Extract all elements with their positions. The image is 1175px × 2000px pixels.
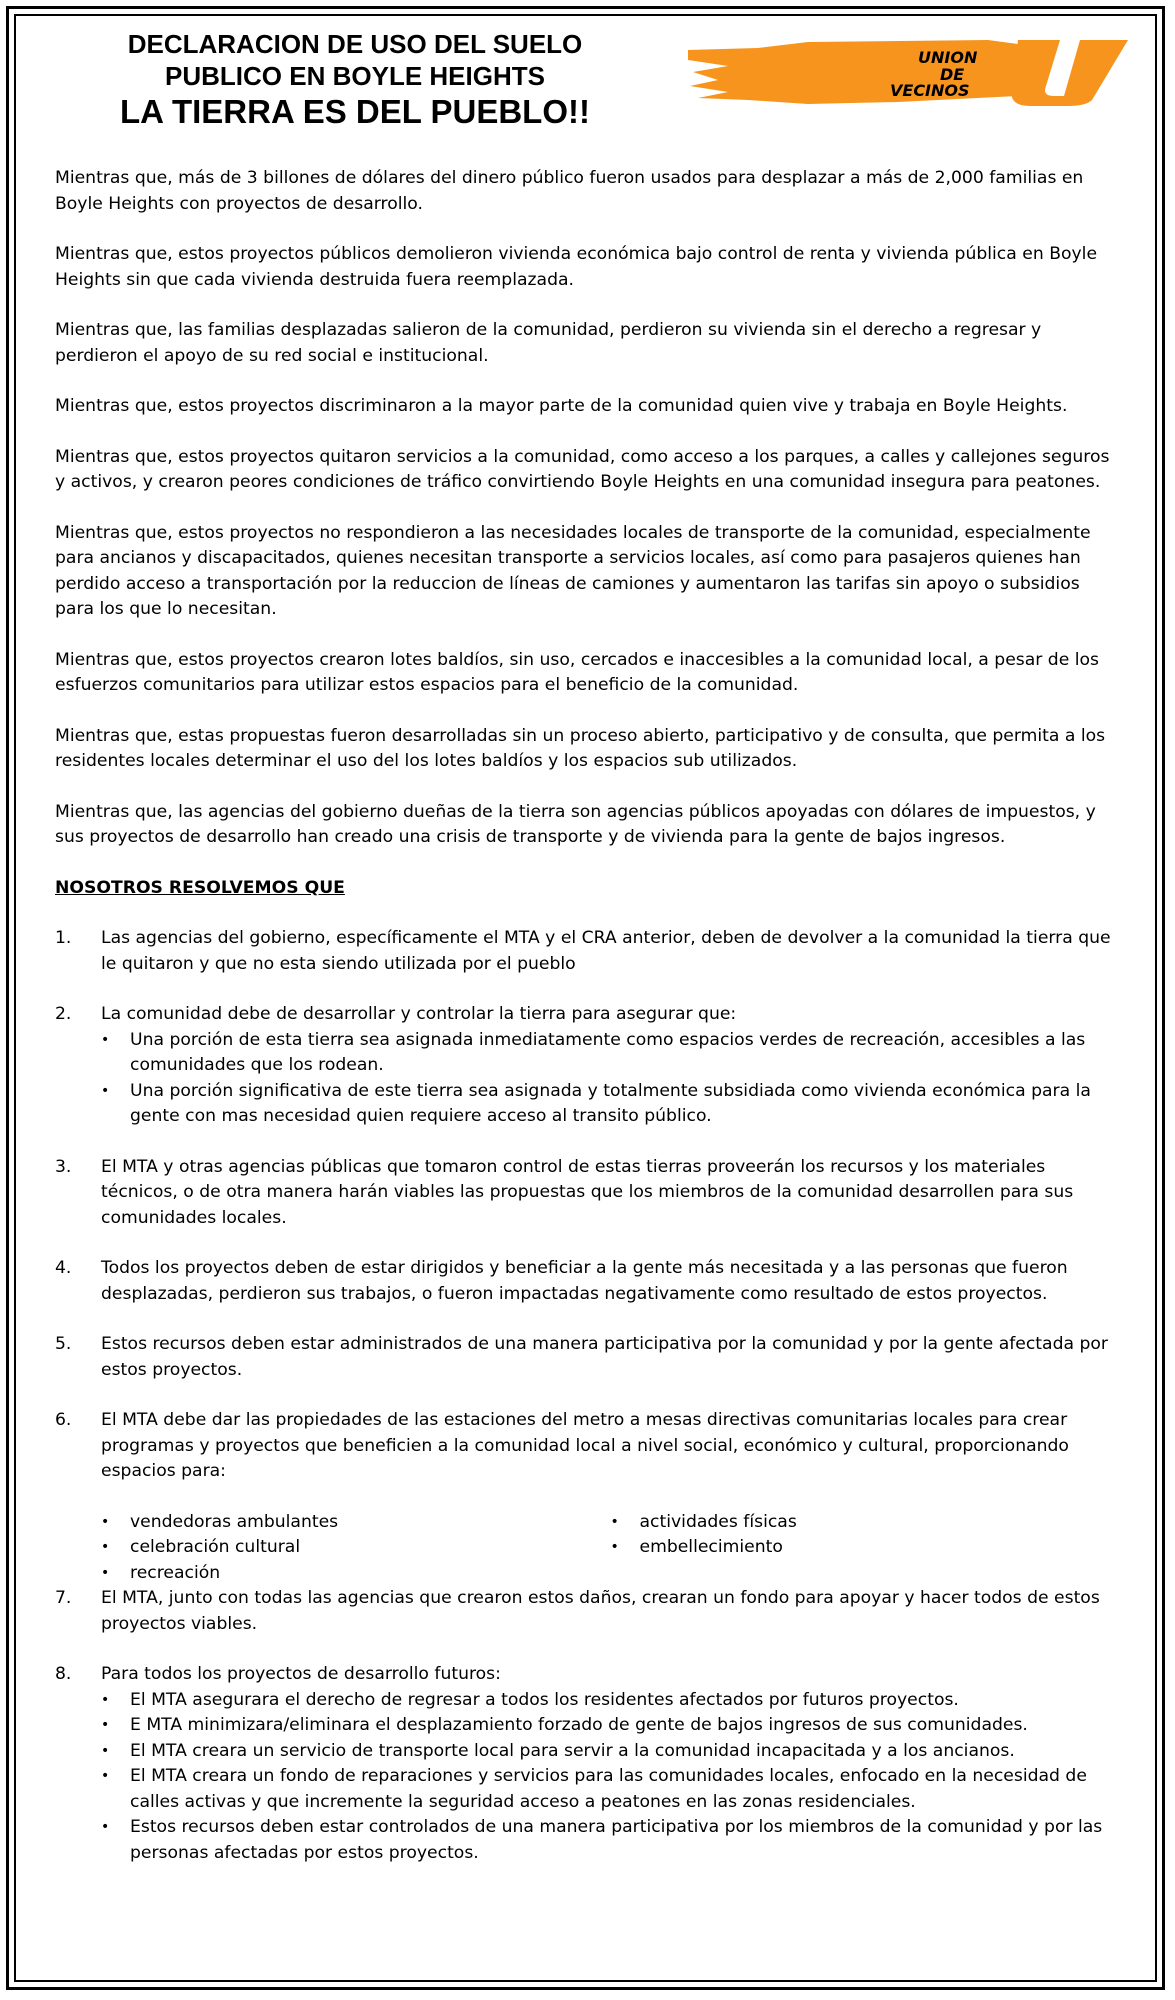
union-de-vecinos-logo xyxy=(688,38,1128,108)
item-text: Las agencias del gobierno, específicamente el MTA y el CRA anterior, deben de devolver a la comunidad la tierra que le quitaron y que no esta siendo utilizada por el pueblo xyxy=(101,928,1111,974)
whereas-paragraph: Mientras que, más de 3 billones de dólares del dinero público fueron usados para desplazar a más de 2,000 familias en Boyle Heights con proyectos de desarrollo. xyxy=(55,168,1084,214)
space-types-columns xyxy=(101,1510,1120,1587)
bullet-icon: • xyxy=(101,1819,110,1835)
item-text: El MTA y otras agencias públicas que tomaron control de estas tierras proveerán los recursos y los materiales técnicos, o de otra manera harán viables las propuestas que los miembros de la comunidad desarrollen para sus comunidades locales. xyxy=(101,1156,1074,1228)
resolve-heading: NOSOTROS RESOLVEMOS QUE xyxy=(55,877,345,898)
whereas-section xyxy=(55,166,1120,851)
whereas-paragraph: Mientras que, estos proyectos crearon lotes baldíos, sin uso, cercados e inaccesibles a la comunidad local, a pesar de los esfuerzos comunitarios para utilizar estos espacios para el beneficio de la comunidad. xyxy=(55,649,1099,695)
resolution-item xyxy=(55,926,1120,977)
whereas-paragraph: Mientras que, estos proyectos públicos demolieron vivienda económica bajo control de renta y vivienda pública en Boyle Heights sin que cada vivienda destruida fuera reemplazada. xyxy=(55,244,1098,290)
title-line-1: DECLARACION DE USO DEL SUELO xyxy=(127,29,583,59)
list-item: • Estos recursos deben estar controlados de una manera participativa por los miembros de la comunidad y por las personas afectadas por estos proyectos. xyxy=(101,1815,1120,1866)
bullet-list xyxy=(101,1688,1120,1867)
item-number: 8. xyxy=(55,1664,72,1684)
whereas-paragraph: Mientras que, las familias desplazadas salieron de la comunidad, perdieron su vivienda sin el derecho a regresar y perdieron el apoyo de su red social e institucional. xyxy=(55,320,1042,366)
bullet-list xyxy=(101,1510,611,1587)
bullet-list xyxy=(101,1028,1120,1130)
resolution-item xyxy=(55,1002,1120,1028)
item-text: Estos recursos deben estar administrados de una manera participativa por la comunidad y por la gente afectada por estos proyectos. xyxy=(101,1334,1108,1380)
list-item: • embellecimiento xyxy=(611,1535,1121,1561)
item-number: 7. xyxy=(55,1588,72,1608)
item-text: Para todos los proyectos de desarrollo futuros: xyxy=(101,1664,501,1684)
bullet-icon: • xyxy=(101,1031,110,1048)
item-number: 3. xyxy=(55,1156,72,1177)
list-item: • El MTA creara un fondo de reparaciones y servicios para las comunidades locales, enfocado en la necesidad de calles activas y que incremente la seguridad acceso a peatones en las zonas residenciales. xyxy=(101,1764,1120,1815)
item-number: 2. xyxy=(55,1004,72,1024)
bullet-icon: • xyxy=(610,1513,619,1530)
logo-word-union: UNION xyxy=(918,48,978,67)
list-item: • Una porción significativa de este tierra sea asignada y totalmente subsidiada como vivienda económica para la gente con mas necesidad quien requiere acceso al transito público. xyxy=(101,1079,1120,1130)
bullet-icon: • xyxy=(101,1717,110,1733)
bullet-icon: • xyxy=(101,1742,110,1759)
bullet-icon: • xyxy=(101,1564,110,1581)
whereas-paragraph: Mientras que, las agencias del gobierno dueñas de la tierra son agencias públicos apoyadas con dólares de impuestos, y sus proyectos de desarrollo han creado una crisis de transporte y de vivienda para la gente de bajos ingresos. xyxy=(55,801,1096,847)
whereas-paragraph: Mientras que, estos proyectos discriminaron a la mayor parte de la comunidad quien vive y trabaja en Boyle Heights. xyxy=(55,396,1068,416)
logo-monogram xyxy=(1018,44,1020,60)
list-item: • E MTA minimizara/eliminara el desplazamiento forzado de gente de bajos ingresos de sus comunidades. xyxy=(101,1713,1120,1739)
bullet-icon: • xyxy=(101,1513,110,1530)
whereas-paragraph: Mientras que, estas propuestas fueron desarrolladas sin un proceso abierto, participativo y de consulta, que permita a los residentes locales determinar el uso del los lotes baldíos y los espacios sub utilizados. xyxy=(55,725,1106,771)
bullet-icon: • xyxy=(101,1691,110,1708)
resolution-item xyxy=(55,1155,1120,1232)
resolution-item xyxy=(55,1408,1120,1485)
bullet-icon: • xyxy=(101,1082,110,1099)
bullet-icon: • xyxy=(101,1768,110,1784)
item-text: El MTA debe dar las propiedades de las estaciones del metro a mesas directivas comunitarias locales para crear programas y proyectos que beneficien a la comunidad local a nivel social, económico y cultural, proporcionando espacios para: xyxy=(101,1410,1069,1481)
item-number: 6. xyxy=(55,1410,72,1430)
title-line-2: PUBLICO EN BOYLE HEIGHTS xyxy=(165,61,545,91)
whereas-paragraph: Mientras que, estos proyectos quitaron servicios a la comunidad, como acceso a los parques, a calles y callejones seguros y activos, y crearon peores condiciones de tráfico convirtiendo Boyle Heights en una comunidad insegura para peatones. xyxy=(55,446,1110,492)
item-text: El MTA, junto con todas las agencias que crearon estos daños, crearan un fondo para apoyar y hacer todos de estos proyectos viables. xyxy=(101,1588,1100,1634)
whereas-paragraph: Mientras que, estos proyectos no respondieron a las necesidades locales de transporte de la comunidad, especialmente para ancianos y discapacitados, quienes necesitan transporte a servicios locales, así como para pasajeros quienes han perdido acceso a transportación por la reduccion de líneas de camiones y aumentaron las tarifas sin apoyo o subsidios para los que lo necesitan. xyxy=(55,522,1091,619)
list-item: • El MTA creara un servicio de transporte local para servir a la comunidad incapacitada y a los ancianos. xyxy=(101,1739,1120,1765)
resolution-item xyxy=(55,1332,1120,1383)
item-text: Todos los proyectos deben de estar dirigidos y beneficiar a la gente más necesitada y a las personas que fueron desplazadas, perdieron sus trabajos, o fueron impactadas negativamente como resultado de estos proyectos. xyxy=(101,1258,1068,1304)
document-title xyxy=(60,28,650,132)
list-item: • vendedoras ambulantes xyxy=(101,1510,611,1536)
list-item: • El MTA asegurara el derecho de regresar a todos los residentes afectados por futuros proyectos. xyxy=(101,1688,1120,1714)
item-number: 4. xyxy=(55,1258,72,1278)
list-item: • Una porción de esta tierra sea asignada inmediatamente como espacios verdes de recreación, accesibles a las comunidades que los rodean. xyxy=(101,1028,1120,1079)
resolution-item xyxy=(55,1256,1120,1307)
logo-word-de: DE xyxy=(940,65,965,84)
resolution-item xyxy=(55,1662,1120,1688)
list-item: • actividades físicas xyxy=(611,1510,1121,1536)
list-item: • celebración cultural xyxy=(101,1535,611,1561)
item-text: La comunidad debe de desarrollar y controlar la tierra para asegurar que: xyxy=(101,1004,737,1024)
title-line-3: LA TIERRA ES DEL PUEBLO!! xyxy=(120,93,590,130)
list-item: • recreación xyxy=(101,1561,611,1587)
bullet-icon: • xyxy=(610,1539,619,1555)
declaration-body xyxy=(55,166,1120,1866)
item-number: 5. xyxy=(55,1334,72,1354)
bullet-icon: • xyxy=(101,1539,110,1555)
item-number: 1. xyxy=(55,928,72,948)
bullet-list xyxy=(611,1510,1121,1587)
resolution-item xyxy=(55,1586,1120,1637)
logo-word-vecinos: VECINOS xyxy=(890,81,970,100)
